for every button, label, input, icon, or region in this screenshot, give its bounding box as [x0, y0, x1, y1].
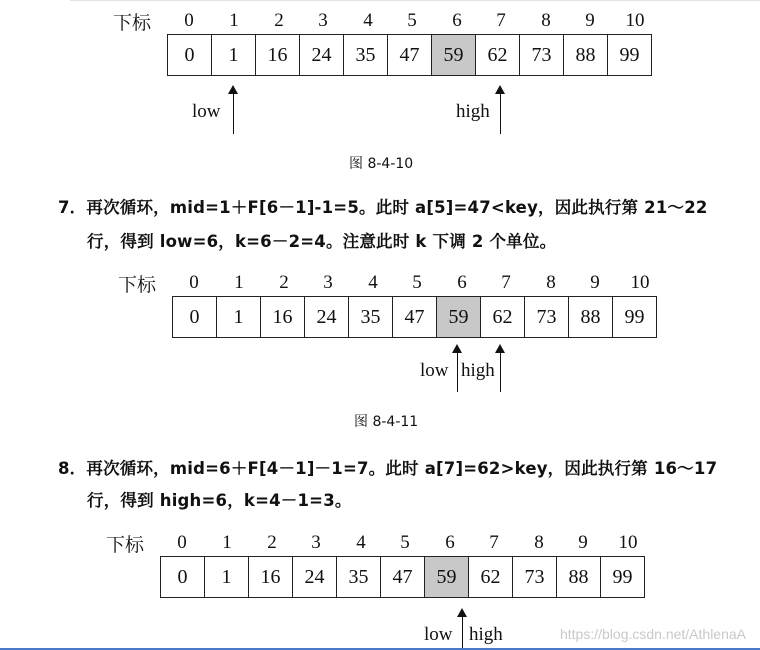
index-cell: 10 [618, 532, 638, 553]
array-cell: 47 [381, 557, 425, 597]
low-pointer-label: low [420, 360, 449, 381]
index-cell: 2 [267, 532, 277, 553]
paragraph-step-7-line-1: 7．再次循环，mid=1＋F[6－1]-1=5。此时 a[5]=47<key，因此执行第 21～22 [58, 198, 708, 217]
index-cell: 9 [590, 272, 600, 293]
index-cell: 9 [578, 532, 588, 553]
array-cell: 1 [212, 35, 256, 75]
index-cell: 1 [222, 532, 232, 553]
index-cell: 4 [356, 532, 366, 553]
index-cell: 8 [534, 532, 544, 553]
index-cell: 0 [177, 532, 187, 553]
array-cell: 24 [293, 557, 337, 597]
index-cell: 8 [546, 272, 556, 293]
index-cell: 0 [184, 10, 194, 31]
array-cell: 88 [564, 35, 608, 75]
array-cell: 47 [388, 35, 432, 75]
index-cell: 1 [229, 10, 239, 31]
array-cell: 62 [481, 297, 525, 337]
array-cell-mid: 59 [432, 35, 476, 75]
low-pointer-label: low [424, 624, 453, 645]
index-cell: 3 [311, 532, 321, 553]
array-cell: 35 [344, 35, 388, 75]
index-cell: 7 [489, 532, 499, 553]
figure-caption: 图 8-4-10 [349, 156, 414, 172]
index-cell: 3 [318, 10, 328, 31]
index-cell: 1 [234, 272, 244, 293]
array-cell: 47 [393, 297, 437, 337]
array-cell: 1 [205, 557, 249, 597]
index-cell: 8 [541, 10, 551, 31]
array-cell: 16 [249, 557, 293, 597]
array-cell: 1 [217, 297, 261, 337]
index-cell: 2 [274, 10, 284, 31]
index-cell: 9 [585, 10, 595, 31]
index-cell: 7 [496, 10, 506, 31]
array-cell: 0 [161, 557, 205, 597]
figure-8-4-11 [118, 270, 678, 435]
figure-8-4-10 [113, 8, 673, 178]
array-cell: 88 [557, 557, 601, 597]
array-cell: 24 [305, 297, 349, 337]
array-cell-mid: 59 [425, 557, 469, 597]
array-cell: 0 [168, 35, 212, 75]
array-cell: 99 [624, 305, 645, 328]
index-cell: 0 [189, 272, 199, 293]
array-cell: 99 [612, 565, 633, 588]
low-arrow-icon [457, 350, 458, 392]
index-cell: 2 [279, 272, 289, 293]
index-cell: 6 [452, 10, 462, 31]
index-cell: 10 [630, 272, 650, 293]
watermark: https://blog.csdn.net/AthlenaA [559, 626, 746, 642]
high-pointer-label: high [461, 360, 495, 381]
array-cell: 0 [173, 297, 217, 337]
high-arrow-icon [500, 350, 501, 392]
high-pointer-label: high [456, 101, 490, 122]
index-cell: 6 [445, 532, 455, 553]
index-cell: 5 [407, 10, 417, 31]
index-cell: 5 [400, 532, 410, 553]
index-label: 下标 [113, 12, 152, 34]
array-cell: 88 [569, 297, 613, 337]
high-pointer-label: high [469, 624, 503, 645]
top-divider [70, 0, 760, 1]
index-cell: 5 [412, 272, 422, 293]
array-cell: 73 [525, 297, 569, 337]
array-cell: 62 [476, 35, 520, 75]
array-cell: 35 [337, 557, 381, 597]
index-label: 下标 [106, 534, 145, 556]
low-arrow-icon [233, 91, 234, 134]
index-cell: 4 [368, 272, 378, 293]
array-cell: 24 [300, 35, 344, 75]
array-cells [167, 34, 652, 76]
index-cell: 7 [501, 272, 511, 293]
paragraph-step-8-line-1: 8．再次循环，mid=6＋F[4－1]－1=7。此时 a[7]=62>key，因此执行第 16～17 [58, 459, 718, 478]
low-high-arrow-icon [462, 614, 463, 650]
array-cells [172, 296, 657, 338]
high-arrow-icon [500, 91, 501, 134]
index-label: 下标 [118, 274, 157, 296]
array-cell: 16 [261, 297, 305, 337]
array-cell-mid: 59 [437, 297, 481, 337]
index-cell: 3 [323, 272, 333, 293]
figure-caption: 图 8-4-11 [354, 414, 419, 430]
array-cell: 73 [520, 35, 564, 75]
index-cell: 4 [363, 10, 373, 31]
paragraph-step-7-line-2: 行，得到 low=6，k=6－2=4。注意此时 k 下调 2 个单位。 [87, 232, 557, 251]
array-cell: 62 [469, 557, 513, 597]
index-cell: 10 [625, 10, 645, 31]
array-cell: 99 [619, 43, 640, 66]
index-cell: 6 [457, 272, 467, 293]
low-pointer-label: low [192, 101, 221, 122]
array-cell: 73 [513, 557, 557, 597]
array-cells [160, 556, 645, 598]
array-cell: 35 [349, 297, 393, 337]
paragraph-step-8-line-2: 行，得到 high=6，k=4－1=3。 [87, 491, 352, 510]
array-cell: 16 [256, 35, 300, 75]
